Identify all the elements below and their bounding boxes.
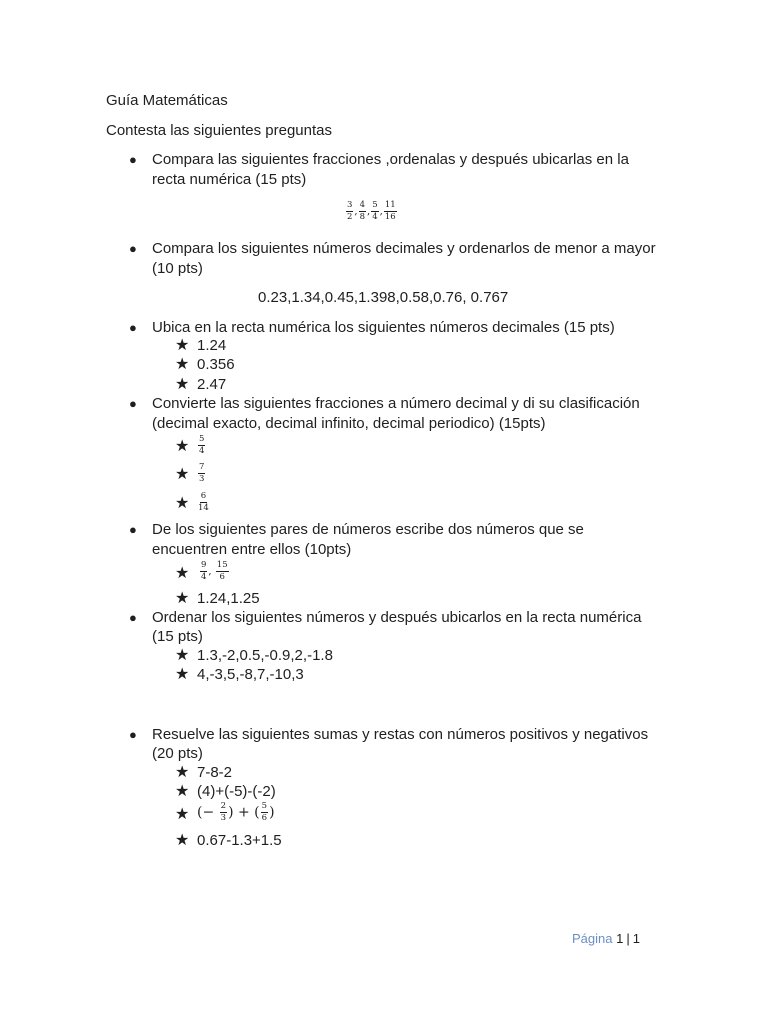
q6-text-line2: (15 pts): [152, 628, 203, 645]
q7-item: 0.67-1.3+1.5: [197, 832, 282, 849]
q5-text-line2: encuentren entre ellos (10pts): [152, 541, 352, 558]
star-bullet-icon: ★: [175, 466, 190, 483]
q7-item-fractions: (− $\frac{2}{3}$ ) + ( $\frac{5}{6}$ ): [197, 801, 275, 823]
bullet-icon: ●: [129, 610, 137, 625]
star-bullet-icon: ★: [175, 337, 190, 354]
bullet-icon: ●: [129, 241, 137, 256]
q4-fraction: $\frac{6}{14}$: [198, 491, 209, 513]
q4-text-line1: Convierte las siguientes fracciones a número decimal y di su clasificación: [152, 395, 640, 412]
instructions: Contesta las siguientes preguntas: [106, 122, 332, 139]
bullet-icon: ●: [129, 396, 137, 411]
star-bullet-icon: ★: [175, 783, 190, 800]
q7-text-line1: Resuelve las siguientes sumas y restas con números positivos y negativos: [152, 726, 649, 743]
page-footer: Página 1 | 1: [572, 931, 640, 946]
star-bullet-icon: ★: [175, 438, 190, 455]
q4-fraction: $\frac{5}{4}$: [199, 434, 205, 456]
star-bullet-icon: ★: [175, 590, 190, 607]
q2-text-line2: (10 pts): [152, 260, 203, 277]
star-bullet-icon: ★: [175, 356, 190, 373]
fraction: $\frac{5}{4}$: [372, 200, 378, 222]
star-bullet-icon: ★: [175, 832, 190, 849]
bullet-icon: ●: [129, 152, 137, 167]
star-bullet-icon: ★: [175, 647, 190, 664]
star-bullet-icon: ★: [175, 376, 190, 393]
star-bullet-icon: ★: [175, 495, 190, 512]
star-bullet-icon: ★: [175, 565, 190, 582]
q2-values: 0.23,1.34,0.45,1.398,0.58,0.76, 0.767: [258, 289, 509, 306]
q3-item: 0.356: [197, 356, 235, 373]
q7-text-line2: (20 pts): [152, 745, 203, 762]
q1-text-line1: Compara las siguientes fracciones ,ordenalas y después ubicarlas en la: [152, 151, 629, 168]
footer-page: 1: [616, 931, 624, 946]
q3-text-line1: Ubica en la recta numérica los siguientes números decimales (15 pts): [152, 319, 615, 336]
q4-text-line2: (decimal exacto, decimal infinito, decimal periodico) (15pts): [152, 415, 546, 432]
star-bullet-icon: ★: [175, 666, 190, 683]
footer-label: Página: [572, 931, 613, 946]
q6-item: 1.3,-2,0.5,-0.9,2,-1.8: [197, 647, 333, 664]
star-bullet-icon: ★: [175, 806, 190, 823]
q7-item: 7-8-2: [197, 764, 233, 781]
q6-item: 4,-3,5,-8,7,-10,3: [197, 666, 304, 683]
bullet-icon: ●: [129, 727, 137, 742]
fraction: $\frac{11}{16}$: [384, 200, 396, 222]
q3-item: 1.24: [197, 337, 227, 354]
fraction: $\frac{4}{8}$: [359, 200, 366, 222]
bullet-icon: ●: [129, 522, 137, 537]
q1-text-line2: recta numérica (15 pts): [152, 171, 307, 188]
q2-text-line1: Compara los siguientes números decimales y ordenarlos de menor a mayor: [152, 240, 656, 257]
q7-item: (4)+(-5)-(-2): [197, 783, 276, 800]
document-title: Guía Matemáticas: [106, 92, 228, 109]
fraction: $\frac{3}{2}$: [347, 200, 353, 222]
star-bullet-icon: ★: [175, 764, 190, 781]
q5-pair1: $\frac{9}{4}$ , $\frac{15}{6}$: [201, 560, 228, 582]
footer-total: 1: [632, 931, 640, 946]
q5-pair2: 1.24,1.25: [197, 590, 260, 607]
q1-fractions: $\frac{3}{2}$ , $\frac{4}{8}$ , $\frac{5}{4}$ , $\frac{11}{16}$: [347, 200, 396, 222]
q3-item: 2.47: [197, 376, 227, 393]
q5-text-line1: De los siguientes pares de números escribe dos números que se: [152, 521, 584, 538]
bullet-icon: ●: [129, 320, 137, 335]
q4-fraction: $\frac{7}{3}$: [199, 462, 205, 484]
q6-text-line1: Ordenar los siguientes números y después ubicarlos en la recta numérica: [152, 609, 642, 626]
